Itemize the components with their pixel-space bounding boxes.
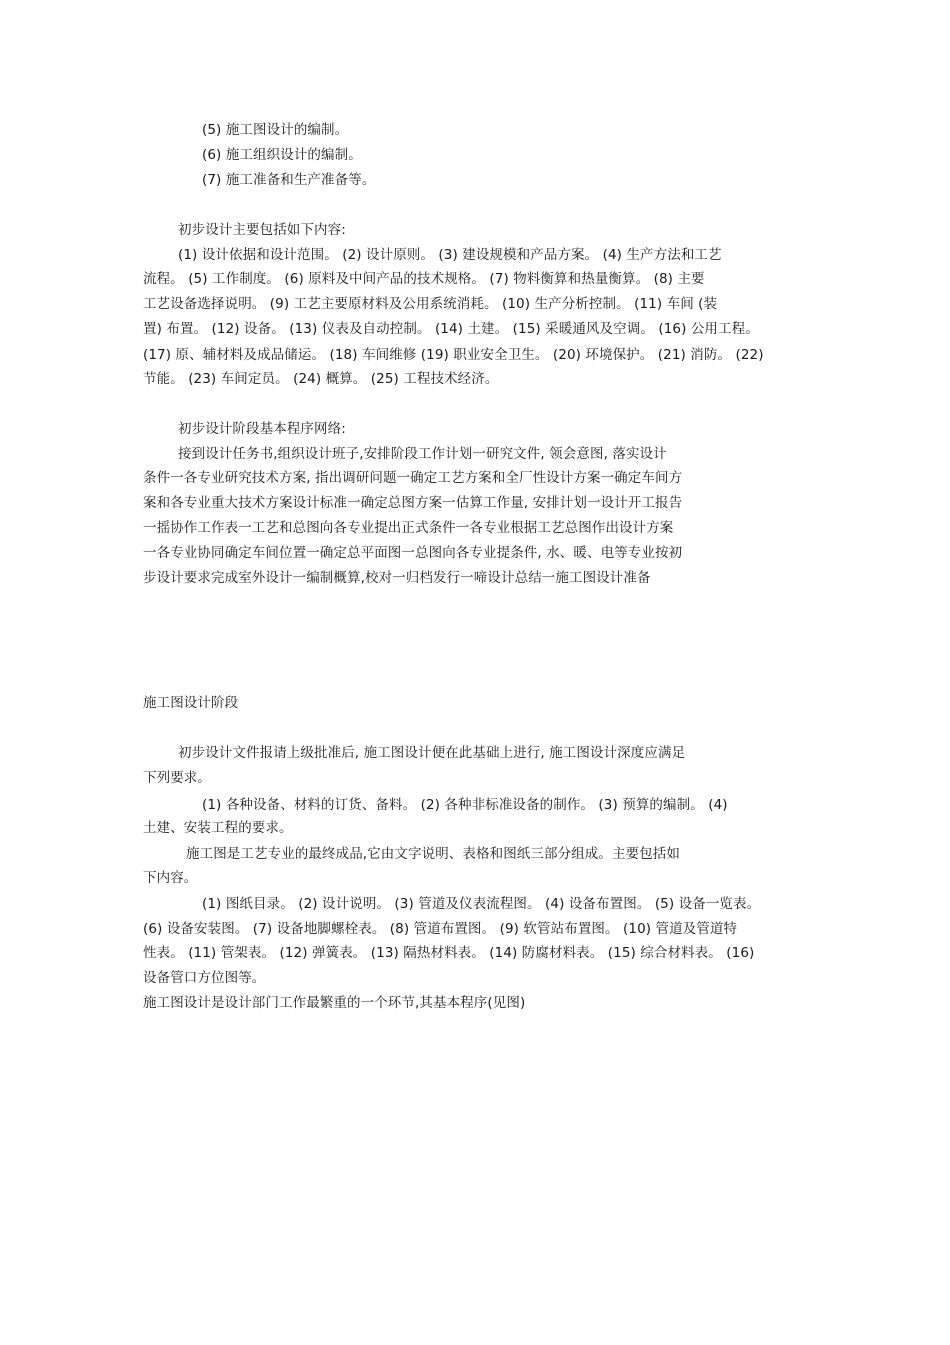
section-heading: 初步设计阶段基本程序网络: [178, 421, 346, 437]
text-line: 设备管口方位图等。 [143, 970, 266, 986]
text-line: 接到设计任务书,组织设计班子,安排阶段工作计划一研究文件, 领会意图, 落实设计 [178, 446, 667, 462]
text-line: (6) 施工组织设计的编制。 [202, 147, 362, 163]
text-line: 节能。 (23) 车间定员。 (24) 概算。 (25) 工程技术经济。 [143, 371, 499, 387]
text-line: 条件一各专业研究技术方案, 指出调研问题一确定工艺方案和全厂性设计方案一确定车间方 [143, 470, 683, 486]
text-line: 下内容。 [143, 870, 198, 886]
text-line: 土建、安装工程的要求。 [143, 820, 293, 836]
section-heading: 初步设计主要包括如下内容: [178, 222, 346, 238]
text-line: (7) 施工准备和生产准备等。 [202, 172, 376, 188]
text-line: 下列要求。 [143, 770, 211, 786]
text-line: 案和各专业重大技术方案设计标准一确定总图方案一估算工作量, 安排计划一设计开工报告 [143, 495, 683, 511]
text-line: (1) 设计依据和设计范围。 (2) 设计原则。 (3) 建设规模和产品方案。 (4) 生产方法和工艺 [178, 247, 722, 263]
text-line: (17) 原、辅材料及成品储运。 (18) 车间维修 (19) 职业安全卫生。 (20) 环境保护。 (21) 消防。 (22) [143, 347, 764, 363]
text-line: 一摇协作工作表一工艺和总图向各专业提出正式条件一各专业根据工艺总图作出设计方案 [143, 520, 674, 536]
text-line: (5) 施工图设计的编制。 [202, 122, 349, 138]
text-line: 一各专业协同确定车间位置一确定总平面图一总图向各专业提条件, 水、暖、电等专业按初 [143, 545, 683, 561]
text-line: 流程。 (5) 工作制度。 (6) 原料及中间产品的技术规格。 (7) 物料衡算和热量衡算。 (8) 主要 [143, 271, 705, 287]
text-line: 初步设计文件报请上级批准后, 施工图设计便在此基础上进行, 施工图设计深度应满足 [178, 745, 686, 761]
text-line: 施工图是工艺专业的最终成品,它由文字说明、表格和图纸三部分组成。主要包括如 [186, 846, 680, 862]
text-line: (1) 图纸目录。 (2) 设计说明。 (3) 管道及仪表流程图。 (4) 设备布置图。 (5) 设备一览表。 [202, 896, 761, 912]
text-line: (6) 设备安装图。 (7) 设备地脚螺栓表。 (8) 管道布置图。 (9) 软管站布置图。 (10) 管道及管道特 [143, 921, 738, 937]
text-line: 性表。 (11) 管架表。 (12) 弹簧表。 (13) 隔热材料表。 (14) 防腐材料表。 (15) 综合材料表。 (16) [143, 945, 755, 961]
text-line: 置) 布置。 (12) 设备。 (13) 仪表及自动控制。 (14) 土建。 (15) 采暖通风及空调。 (16) 公用工程。 [143, 321, 759, 337]
text-line: 步设计要求完成室外设计一编制概算,校对一归档发行一啼设计总结一施工图设计准备 [143, 570, 651, 586]
text-line: (1) 各种设备、材料的订货、备料。 (2) 各种非标准设备的制作。 (3) 预算的编制。 (4) [202, 797, 728, 813]
section-title: 施工图设计阶段 [143, 695, 239, 711]
text-line: 工艺设备选择说明。 (9) 工艺主要原材料及公用系统消耗。 (10) 生产分析控制。 (11) 车间 (装 [143, 296, 718, 312]
text-line: 施工图设计是设计部门工作最繁重的一个环节,其基本程序(见图) [143, 995, 526, 1011]
